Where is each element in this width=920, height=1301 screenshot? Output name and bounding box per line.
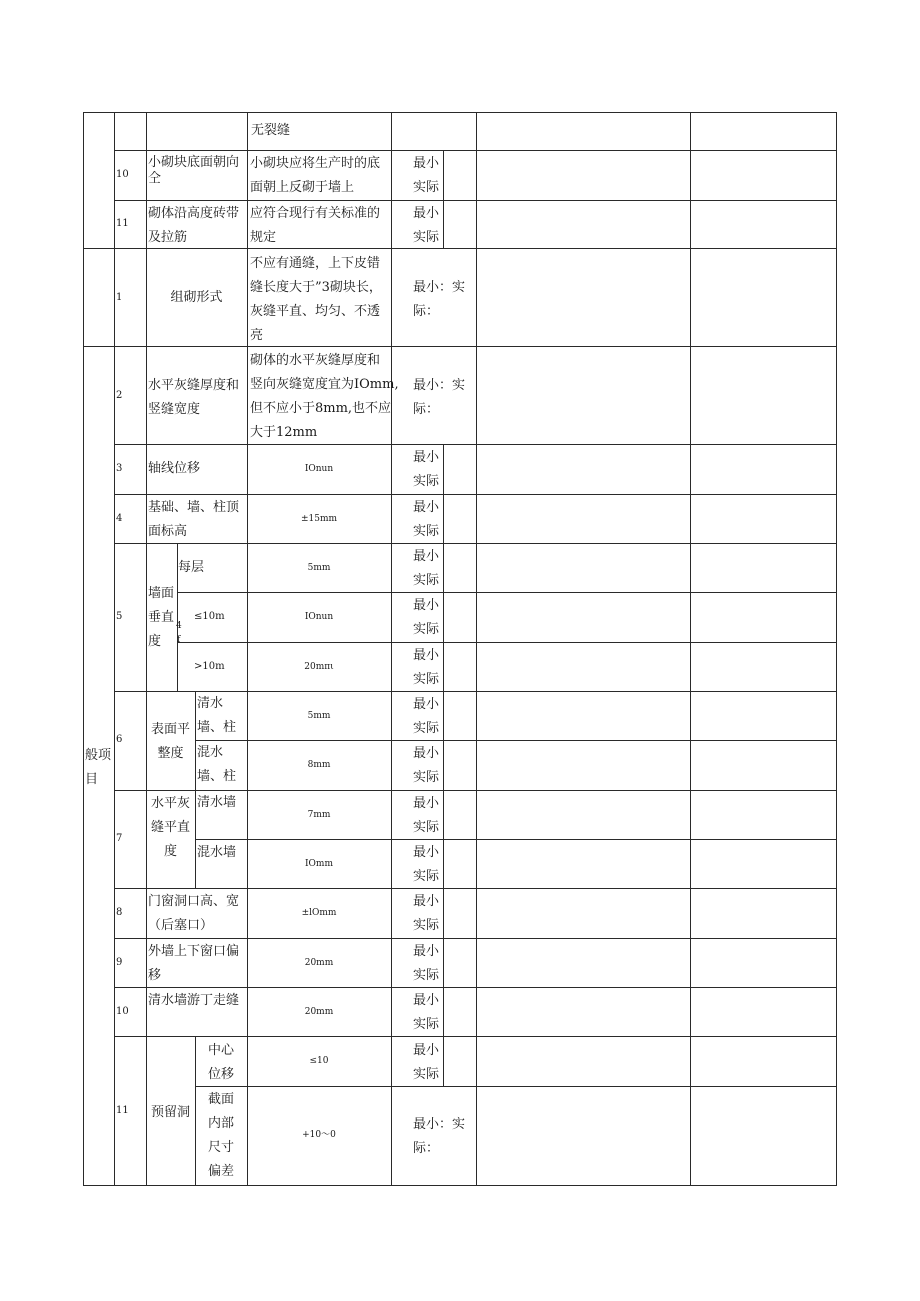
sub-item-label: ≤10m xyxy=(194,611,225,622)
allowed-deviation: 8mm xyxy=(307,760,331,770)
requirement-text: 缝长度大于”3砌块长， xyxy=(250,280,382,295)
section-label: 目 xyxy=(85,772,99,787)
item-number: 2 xyxy=(116,390,123,401)
rule xyxy=(443,444,444,1086)
item-name: 墙面 xyxy=(148,586,175,601)
allowed-deviation: IOnun xyxy=(304,612,334,622)
allowed-deviation: +10～0 xyxy=(302,1130,336,1140)
item-name: （后塞口） xyxy=(148,918,214,933)
requirement-text: 规定 xyxy=(250,230,277,245)
measure-actual-label: 实际 xyxy=(413,524,440,539)
measure-min-label: 最小：实 xyxy=(413,378,466,393)
item-number: 3 xyxy=(116,463,123,474)
sub-item-label: 墙、柱 xyxy=(197,720,237,735)
measure-actual-label: 实际 xyxy=(413,573,440,588)
item-number: 9 xyxy=(116,957,123,968)
measure-min-label: 最小：实 xyxy=(413,1117,466,1132)
item-number: 7 xyxy=(116,833,123,844)
sub-item-label: 中心 xyxy=(207,1043,234,1058)
measure-actual-label: 实际 xyxy=(413,770,440,785)
rule xyxy=(83,346,837,347)
allowed-deviation: 7mm xyxy=(307,810,331,820)
requirement-text: 亮 xyxy=(250,328,264,343)
rule xyxy=(114,112,115,1186)
rule xyxy=(83,112,84,1186)
measure-min-label: 最小 xyxy=(413,450,440,465)
sub-item-label: >10m xyxy=(194,661,225,672)
requirement-text: 无裂缝 xyxy=(251,123,291,138)
measure-min-label: 最小 xyxy=(413,598,440,613)
item-number: 5 xyxy=(116,611,123,622)
measure-actual-label: 实际 xyxy=(413,230,440,245)
rule xyxy=(195,691,196,888)
sub-item-label: 每层 xyxy=(178,560,205,575)
item-number: 8 xyxy=(116,907,123,918)
item-name: 竖缝宽度 xyxy=(148,402,201,417)
measure-actual-label: 实际 xyxy=(413,672,440,687)
item-name: 仝 xyxy=(148,171,162,186)
item-number: 11 xyxy=(116,218,129,229)
item-name: 表面平 xyxy=(150,722,190,737)
requirement-text: 但不应小于8mm,也不应 xyxy=(250,401,392,416)
measure-min-label: 最小 xyxy=(413,156,440,171)
measure-actual-label: 实际 xyxy=(413,622,440,637)
sub-item-label: 清水墙 xyxy=(197,795,237,810)
item-name: 垂直 xyxy=(148,610,175,625)
rule xyxy=(247,112,248,1186)
allowed-deviation: ±15mm xyxy=(300,514,338,524)
item-name: 组砌形式 xyxy=(170,290,223,305)
item-number: 10 xyxy=(116,1006,129,1017)
section-label: 般项 xyxy=(85,748,112,763)
measure-min-label: 最小 xyxy=(413,1043,440,1058)
item-name: 预留洞 xyxy=(150,1105,190,1120)
sub-item-label: 截面 xyxy=(207,1092,234,1107)
allowed-deviation: 5mm xyxy=(307,563,331,573)
sub-item-label: 位移 xyxy=(207,1067,234,1082)
item-name: 轴线位移 xyxy=(148,461,201,476)
measure-actual-label: 际： xyxy=(413,1141,440,1156)
measure-actual-label: 际： xyxy=(413,402,440,417)
rule xyxy=(690,112,691,1186)
item-name: 清水墙游丁走缝 xyxy=(148,993,240,1008)
requirement-text: 小砌块应将生产时的底 xyxy=(250,156,381,171)
item-name: 门窗洞口高、宽 xyxy=(148,894,240,909)
measure-actual-label: 实际 xyxy=(413,820,440,835)
item-name: 缝平直 xyxy=(150,820,190,835)
rule xyxy=(146,112,147,1186)
sub-item-label: 清水 xyxy=(197,696,224,711)
requirement-text: 竖向灰缝宽度宜为IOmm, xyxy=(250,377,399,392)
measure-min-label: 最小 xyxy=(413,944,440,959)
item-name: 度 xyxy=(163,844,177,859)
rule xyxy=(391,112,392,1186)
item-name: 度 xyxy=(148,634,162,649)
sub-item-label: 混水墙 xyxy=(197,845,237,860)
allowed-deviation: ±lOmm xyxy=(301,908,337,918)
item-number: 6 xyxy=(116,734,123,745)
item-name: 外墙上下窗口偏 xyxy=(148,944,240,959)
measure-min-label: 最小：实 xyxy=(413,280,466,295)
rule xyxy=(195,1086,837,1087)
measure-actual-label: 实际 xyxy=(413,918,440,933)
requirement-text: 应符合现行有关标准的 xyxy=(250,206,381,221)
rule xyxy=(83,248,837,249)
item-number: 1 xyxy=(116,292,123,303)
measure-actual-label: 实际 xyxy=(413,1067,440,1082)
allowed-deviation: IOnun xyxy=(304,464,334,474)
requirement-text: 砌体的水平灰缝厚度和 xyxy=(250,353,381,368)
rule xyxy=(83,112,837,113)
measure-min-label: 最小 xyxy=(413,206,440,221)
item-name: 移 xyxy=(148,968,162,983)
margin-mark: 4 xyxy=(176,621,182,631)
measure-min-label: 最小 xyxy=(413,796,440,811)
item-name: 基础、墙、柱顶 xyxy=(148,500,240,515)
sub-item-label: 尺寸 xyxy=(207,1140,234,1155)
measure-actual-label: 实际 xyxy=(413,721,440,736)
measure-actual-label: 实际 xyxy=(413,474,440,489)
item-name: 及拉筋 xyxy=(148,230,188,245)
item-name: 整度 xyxy=(157,746,184,761)
item-number: 10 xyxy=(116,169,129,180)
measure-min-label: 最小 xyxy=(413,845,440,860)
allowed-deviation: ≤10 xyxy=(309,1056,329,1066)
measure-actual-label: 实际 xyxy=(413,180,440,195)
item-number: 4 xyxy=(116,513,123,524)
measure-min-label: 最小 xyxy=(413,549,440,564)
sub-item-label: 混水 xyxy=(197,745,224,760)
item-name: 面标高 xyxy=(148,524,188,539)
rule xyxy=(83,1185,837,1186)
rule xyxy=(195,839,837,840)
margin-mark: f xyxy=(177,635,181,645)
allowed-deviation: 20mm xyxy=(304,958,334,968)
rule xyxy=(476,112,477,1186)
allowed-deviation: 20mπι xyxy=(304,662,334,672)
requirement-text: 大于12mm xyxy=(250,425,318,440)
item-name: 水平灰 xyxy=(150,796,190,811)
item-name: 小砌块底面朝向 xyxy=(148,155,240,170)
item-number: 11 xyxy=(116,1105,129,1116)
measure-min-label: 最小 xyxy=(413,648,440,663)
allowed-deviation: 5mm xyxy=(307,711,331,721)
item-name: 水平灰缝厚度和 xyxy=(148,378,240,393)
rule xyxy=(443,150,444,248)
rule xyxy=(195,740,837,741)
requirement-text: 不应有通缝，上下皮错 xyxy=(250,256,381,271)
allowed-deviation: IOmm xyxy=(304,859,333,869)
measure-actual-label: 际： xyxy=(413,304,440,319)
allowed-deviation: 20mm xyxy=(304,1007,334,1017)
sub-item-label: 墙、柱 xyxy=(197,769,237,784)
measure-min-label: 最小 xyxy=(413,746,440,761)
rule xyxy=(177,592,837,593)
measure-actual-label: 实际 xyxy=(413,869,440,884)
measure-min-label: 最小 xyxy=(413,993,440,1008)
measure-min-label: 最小 xyxy=(413,697,440,712)
rule xyxy=(177,642,837,643)
sub-item-label: 内部 xyxy=(207,1116,234,1131)
measure-min-label: 最小 xyxy=(413,500,440,515)
rule xyxy=(836,112,837,1186)
sub-item-label: 偏差 xyxy=(207,1164,234,1179)
measure-min-label: 最小 xyxy=(413,894,440,909)
requirement-text: 面朝上反砌于墙上 xyxy=(250,180,355,195)
requirement-text: 灰缝平直、均匀、不透 xyxy=(250,304,381,319)
measure-actual-label: 实际 xyxy=(413,1017,440,1032)
item-name: 砌体沿高度砖带 xyxy=(148,206,240,221)
measure-actual-label: 实际 xyxy=(413,968,440,983)
